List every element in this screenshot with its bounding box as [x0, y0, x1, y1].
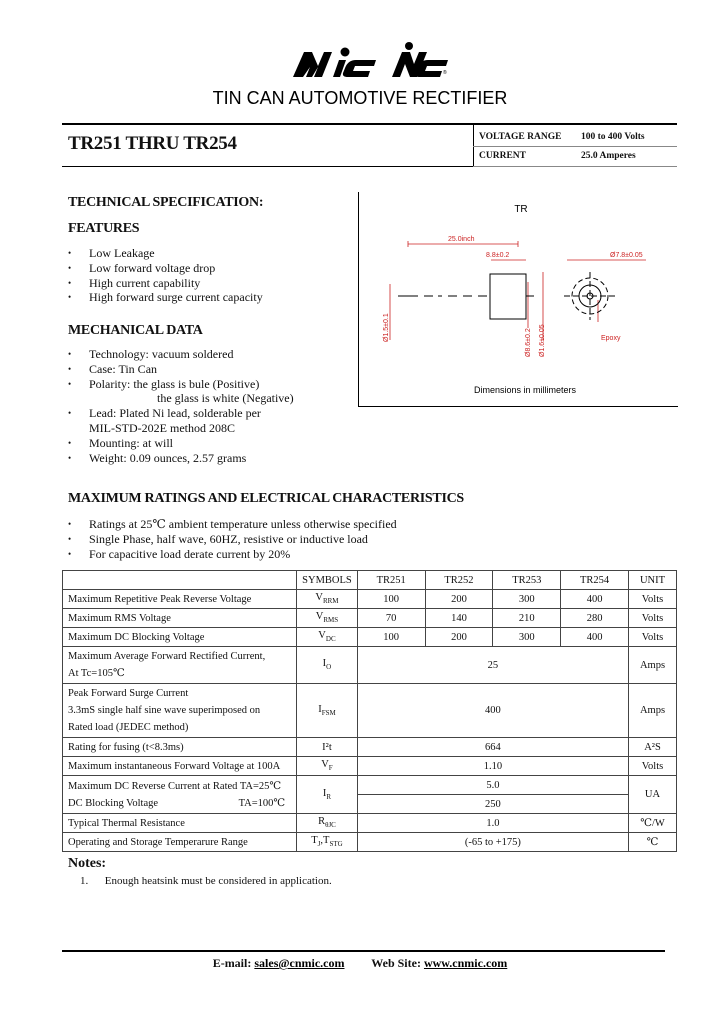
dim-cap-diameter: Ø1.6±0.05	[539, 324, 546, 357]
unit-cell: Volts	[629, 628, 677, 647]
dim-body-diameter: Ø7.8±0.05	[610, 252, 643, 259]
features-heading: FEATURES	[68, 221, 140, 236]
value-cell: 140	[425, 609, 493, 628]
value-cell: 5.0	[357, 776, 628, 795]
table-row	[63, 757, 677, 776]
tech-spec-heading: TECHNICAL SPECIFICATION:	[68, 195, 264, 210]
list-item: • High current capability	[68, 276, 263, 291]
list-item: • Technology: vacuum soldered	[68, 347, 294, 362]
note-item: 1. Enough heatsink must be considered in application.	[80, 875, 332, 887]
value-cell: 400	[357, 684, 628, 738]
website-label: Web Site:	[371, 956, 421, 970]
param-cell: Maximum RMS Voltage	[63, 609, 297, 628]
symbol-cell: $I_{FSM}$	[297, 684, 358, 738]
part-number-range: TR251 THRU TR254	[68, 133, 237, 154]
unit-cell: UA	[629, 776, 677, 814]
value-cell: 1.10	[357, 757, 628, 776]
mechanical-list	[68, 347, 294, 465]
list-item: • Case: Tin Can	[68, 362, 294, 377]
value-cell: 100	[357, 590, 425, 609]
package-label: TR	[514, 204, 528, 215]
table-row	[63, 814, 677, 833]
list-item: • Weight: 0.09 ounces, 2.57 grams	[68, 451, 294, 466]
table-row	[63, 628, 677, 647]
rating-summary	[473, 127, 677, 167]
value-cell: 70	[357, 609, 425, 628]
table-header: TR252	[425, 571, 493, 590]
value-cell: (-65 to +175)	[357, 833, 628, 852]
table-row	[63, 738, 677, 757]
ratings-table	[62, 570, 677, 852]
symbol-cell: $V_F$	[297, 757, 358, 776]
footer	[0, 956, 720, 971]
unit-cell: Volts	[629, 609, 677, 628]
param-cell: Maximum DC Blocking Voltage	[63, 628, 297, 647]
value-cell: 300	[493, 590, 561, 609]
symbol-cell: $V_{DC}$	[297, 628, 358, 647]
current-label: CURRENT	[479, 151, 526, 161]
list-item: • Low Leakage	[68, 246, 263, 261]
unit-cell: Amps	[629, 684, 677, 738]
value-cell: 100	[357, 628, 425, 647]
param-cell: Maximum DC Reverse Current at Rated TA=25℃ DC Blocking Voltage TA=100℃	[63, 776, 297, 814]
mechanical-heading: MECHANICAL DATA	[68, 323, 203, 338]
list-item: • Low forward voltage drop	[68, 261, 263, 276]
table-row	[63, 590, 677, 609]
table-header: TR251	[357, 571, 425, 590]
value-cell: 25	[357, 647, 628, 684]
list-item-continuation: the glass is white (Negative)	[157, 391, 294, 406]
value-cell: 400	[561, 628, 629, 647]
unit-cell: ℃/W	[629, 814, 677, 833]
ratings-notes-list	[68, 517, 397, 561]
table-header: UNIT	[629, 571, 677, 590]
table-header-row	[63, 571, 677, 590]
unit-cell: Amps	[629, 647, 677, 684]
value-cell: 200	[425, 628, 493, 647]
table-header: SYMBOLS	[297, 571, 358, 590]
summary-row-divider	[473, 146, 677, 147]
param-cell: Maximum Average Forward Rectified Current, At Tc=105℃	[63, 647, 297, 684]
email-link[interactable]: sales@cnmic.com	[254, 956, 345, 970]
footer-rule	[62, 950, 665, 952]
list-item: • Lead: Plated Ni lead, solderable per	[68, 406, 294, 421]
table-row	[63, 776, 677, 795]
package-dimension-diagram	[358, 192, 678, 407]
table-header	[63, 571, 297, 590]
param-cell: Maximum Repetitive Peak Reverse Voltage	[63, 590, 297, 609]
list-item-continuation: MIL-STD-202E method 208C	[89, 420, 235, 435]
symbol-cell: $V_{RMS}$	[297, 609, 358, 628]
param-cell: Peak Forward Surge Current 3.3mS single half sine wave superimposed on Rated load (JEDEC method)	[63, 684, 297, 738]
voltage-range-label: VOLTAGE RANGE	[479, 132, 562, 142]
diagram-caption: Dimensions in millimeters	[473, 385, 577, 395]
value-cell: 250	[357, 795, 628, 814]
table-header: TR254	[561, 571, 629, 590]
table-row	[63, 684, 677, 738]
header-bottom-rule	[62, 166, 473, 167]
unit-cell: ℃	[629, 833, 677, 852]
value-cell: 1.0	[357, 814, 628, 833]
value-cell: 400	[561, 590, 629, 609]
dim-overall-length: 25.0inch	[448, 236, 475, 243]
dim-body-length: 8.8±0.2	[486, 252, 510, 259]
table-header: TR253	[493, 571, 561, 590]
summary-bottom-rule	[473, 166, 677, 167]
list-item: • For capacitive load derate current by 20%	[68, 547, 397, 562]
dim-can-diameter: Ø8.6±0.2	[525, 328, 532, 357]
list-item: • High forward surge current capacity	[68, 290, 263, 305]
unit-cell: Volts	[629, 757, 677, 776]
symbol-cell: $I_R$	[297, 776, 358, 814]
symbol-cell: $T_J,T_{STG}$	[297, 833, 358, 852]
list-item: • Single Phase, half wave, 60HZ, resistive or inductive load	[68, 532, 397, 547]
voltage-range-value: 100 to 400 Volts	[581, 132, 645, 142]
email-label: E-mail:	[212, 956, 252, 970]
current-value: 25.0 Amperes	[581, 151, 636, 161]
param-cell: Typical Thermal Resistance	[63, 814, 297, 833]
param-cell: Maximum instantaneous Forward Voltage at 100A	[63, 757, 297, 776]
unit-cell: Volts	[629, 590, 677, 609]
symbol-cell: $R_{\theta JC}$	[297, 814, 358, 833]
symbol-cell: $V_{RRM}$	[297, 590, 358, 609]
value-cell: 280	[561, 609, 629, 628]
svg-text:®: ®	[443, 70, 447, 76]
top-rule	[62, 123, 677, 125]
param-cell: Rating for fusing (t<8.3ms)	[63, 738, 297, 757]
website-link[interactable]: www.cnmic.com	[423, 956, 508, 970]
symbol-cell: I²t	[297, 738, 358, 757]
ratings-heading: MAXIMUM RATINGS AND ELECTRICAL CHARACTERISTICS	[68, 491, 464, 506]
unit-cell: A²S	[629, 738, 677, 757]
list-item: • Polarity: the glass is bule (Positive)	[68, 377, 294, 392]
param-cell: Operating and Storage Temperarure Range	[63, 833, 297, 852]
features-list	[68, 246, 263, 305]
value-cell: 210	[493, 609, 561, 628]
list-item: • Ratings at 25℃ ambient temperature unless otherwise specified	[68, 517, 397, 532]
page-title: TIN CAN AUTOMOTIVE RECTIFIER	[212, 88, 508, 108]
table-row	[63, 833, 677, 852]
symbol-cell: $I_O$	[297, 647, 358, 684]
table-row	[63, 647, 677, 684]
value-cell: 664	[357, 738, 628, 757]
epoxy-label: Epoxy	[601, 335, 621, 342]
table-row	[63, 609, 677, 628]
company-logo	[0, 40, 720, 80]
dim-lead-diameter: Ø1.5±0.1	[383, 313, 390, 342]
list-item: • Mounting: at will	[68, 436, 294, 451]
value-cell: 200	[425, 590, 493, 609]
value-cell: 300	[493, 628, 561, 647]
notes-heading: Notes:	[68, 856, 107, 871]
